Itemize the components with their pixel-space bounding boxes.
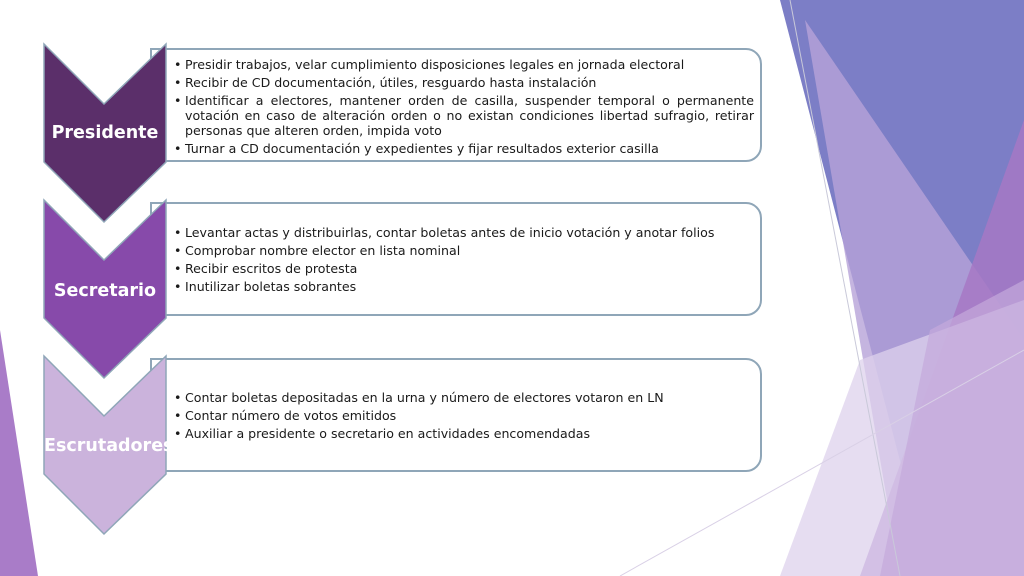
list-item: • Presidir trabajos, velar cumplimiento disposiciones legales en jornada electoral	[174, 57, 754, 72]
list-item: • Identificar a electores, mantener orden de casilla, suspender temporal o permanente votación en caso de alteración orden o no existan condiciones libertad sufragio, retirar personas que alteren orden, impida voto	[174, 93, 754, 138]
secretario-label: Secretario	[53, 281, 157, 301]
list-item: • Contar número de votos emitidos	[174, 408, 754, 423]
escrutadores-label: Escrutadores	[44, 436, 174, 456]
list-item: • Turnar a CD documentación y expedientes y fijar resultados exterior casilla	[174, 141, 754, 156]
list-item: • Comprobar nombre elector en lista nominal	[174, 243, 754, 258]
list-item: • Recibir de CD documentación, útiles, resguardo hasta instalación	[174, 75, 754, 90]
list-item: • Auxiliar a presidente o secretario en actividades encomendadas	[174, 426, 754, 441]
list-item: • Inutilizar boletas sobrantes	[174, 279, 754, 294]
presidente-label: Presidente	[51, 123, 159, 143]
list-item: • Recibir escritos de protesta	[174, 261, 754, 276]
list-item: • Levantar actas y distribuirlas, contar boletas antes de inicio votación y anotar folios	[174, 225, 754, 240]
list-item: • Contar boletas depositadas en la urna y número de electores votaron en LN	[174, 390, 754, 405]
